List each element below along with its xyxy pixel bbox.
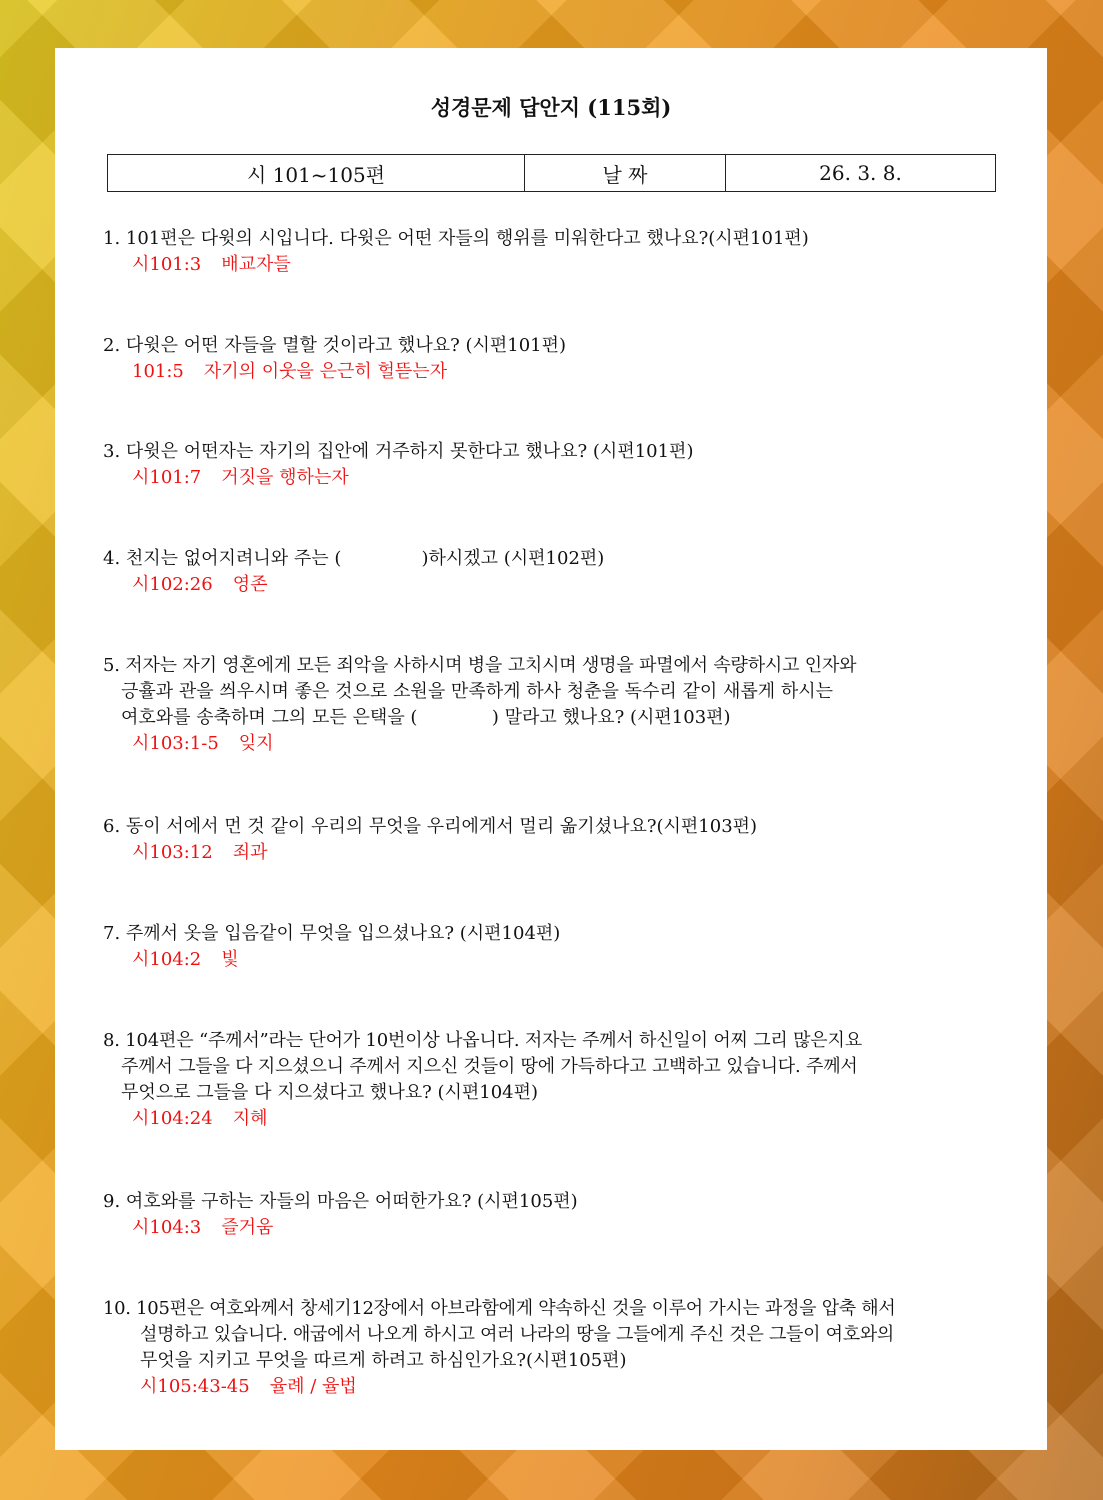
page-title: 성경문제 답안지 (115회) bbox=[430, 95, 672, 120]
answer-text: 영존 bbox=[232, 574, 268, 595]
answer-text: 즐거움 bbox=[221, 1217, 274, 1238]
question-5 bbox=[103, 653, 1008, 757]
answer-ref: 시101:3 bbox=[132, 254, 202, 275]
question-text: 긍휼과 관을 씌우시며 좋은 것으로 소원을 만족하게 하사 청춘을 독수리 같이 새롭게 하시는 bbox=[121, 681, 834, 702]
answer bbox=[103, 1106, 1008, 1132]
answer bbox=[103, 465, 1008, 491]
answer-ref: 시105:43-45 bbox=[140, 1376, 250, 1397]
answer-sheet bbox=[55, 48, 1047, 1450]
question-6 bbox=[103, 814, 1008, 866]
answer-ref: 시103:1-5 bbox=[132, 733, 219, 754]
question-2 bbox=[103, 333, 1008, 385]
question-text: 4. 천지는 없어지려니와 주는 ( )하시겠고 (시편102편) bbox=[103, 548, 605, 569]
answer bbox=[103, 359, 1008, 385]
question-7 bbox=[103, 921, 1008, 973]
question-10 bbox=[103, 1296, 1008, 1400]
question-9 bbox=[103, 1189, 1008, 1241]
info-table bbox=[107, 154, 996, 192]
question-text: 8. 104편은 “주께서”라는 단어가 10번이상 나옵니다. 저자는 주께서 하신일이 어찌 그리 많은지요 bbox=[103, 1030, 862, 1051]
answer-text: 빛 bbox=[221, 949, 239, 970]
answer bbox=[103, 947, 1008, 973]
question-3 bbox=[103, 439, 1008, 491]
answer-text: 거짓을 행하는자 bbox=[221, 467, 349, 488]
question-text: 6. 동이 서에서 먼 것 같이 우리의 무엇을 우리에게서 멀리 옮기셨나요?(시편103편) bbox=[103, 816, 758, 837]
date-label-cell: 날 짜 bbox=[525, 155, 726, 192]
answer-text: 자기의 이웃을 은근히 헐뜯는자 bbox=[203, 361, 448, 382]
answer-ref: 시104:24 bbox=[132, 1108, 213, 1129]
question-text: 3. 다윗은 어떤자는 자기의 집안에 거주하지 못한다고 했나요? (시편101편) bbox=[103, 441, 694, 462]
answer bbox=[103, 572, 1008, 598]
answer-text: 지혜 bbox=[232, 1108, 268, 1129]
answer-ref: 시104:2 bbox=[132, 949, 202, 970]
answer-ref: 시102:26 bbox=[132, 574, 213, 595]
answer bbox=[103, 1374, 1008, 1400]
range-cell: 시 101~105편 bbox=[108, 155, 525, 192]
question-4 bbox=[103, 546, 1008, 598]
answer bbox=[103, 840, 1008, 866]
answer-ref: 시104:3 bbox=[132, 1217, 202, 1238]
question-text: 5. 저자는 자기 영혼에게 모든 죄악을 사하시며 병을 고치시며 생명을 파멸에서 속량하시고 인자와 bbox=[103, 655, 857, 676]
answer-text: 잊지 bbox=[238, 733, 274, 754]
question-text: 여호와를 송축하며 그의 모든 은택을 ( ) 말라고 했나요? (시편103편) bbox=[121, 707, 731, 728]
answer-text: 배교자들 bbox=[221, 254, 291, 275]
question-8 bbox=[103, 1028, 1008, 1132]
answer-text: 죄과 bbox=[232, 842, 268, 863]
question-text: 2. 다윗은 어떤 자들을 멸할 것이라고 했나요? (시편101편) bbox=[103, 335, 567, 356]
question-text: 7. 주께서 옷을 입음같이 무엇을 입으셨나요? (시편104편) bbox=[103, 923, 561, 944]
answer bbox=[103, 731, 1008, 757]
date-cell: 26. 3. 8. bbox=[726, 155, 996, 192]
answer-ref: 시103:12 bbox=[132, 842, 213, 863]
answer-ref: 101:5 bbox=[132, 361, 184, 382]
question-text: 무엇을 지키고 무엇을 따르게 하려고 하심인가요?(시편105편) bbox=[140, 1350, 627, 1371]
question-text: 설명하고 있습니다. 애굽에서 나오게 하시고 여러 나라의 땅을 그들에게 주신 것은 그들이 여호와의 bbox=[140, 1324, 894, 1345]
question-text: 1. 101편은 다윗의 시입니다. 다윗은 어떤 자들의 행위를 미워한다고 했나요?(시편101편) bbox=[103, 228, 809, 249]
question-text: 주께서 그들을 다 지으셨으니 주께서 지으신 것들이 땅에 가득하다고 고백하고 있습니다. 주께서 bbox=[121, 1056, 858, 1077]
answer-ref: 시101:7 bbox=[132, 467, 202, 488]
question-text: 10. 105편은 여호와께서 창세기12장에서 아브라함에게 약속하신 것을 이루어 가시는 과정을 압축 해서 bbox=[103, 1298, 896, 1319]
answer-text: 율례 / 율법 bbox=[269, 1376, 357, 1397]
question-1 bbox=[103, 226, 1008, 278]
answer bbox=[103, 1215, 1008, 1241]
answer bbox=[103, 252, 1008, 278]
question-text: 무엇으로 그들을 다 지으셨다고 했나요? (시편104편) bbox=[121, 1082, 539, 1103]
question-text: 9. 여호와를 구하는 자들의 마음은 어떠한가요? (시편105편) bbox=[103, 1191, 578, 1212]
